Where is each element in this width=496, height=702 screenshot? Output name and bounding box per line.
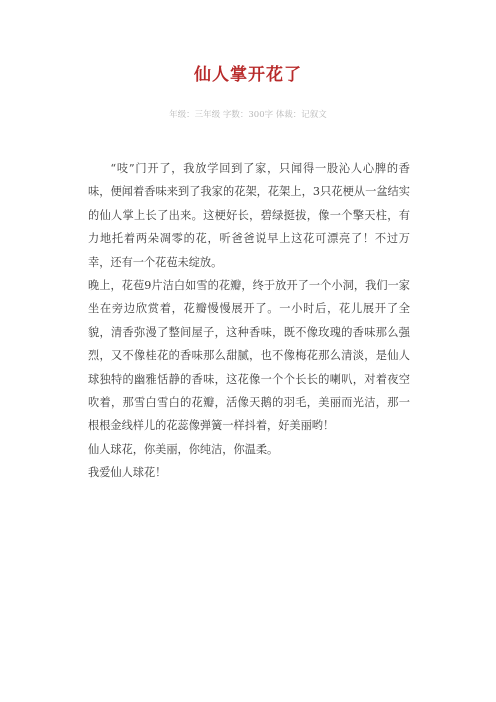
article-meta: 年级：三年级 字数：300字 体裁：记叙文 [169,110,327,120]
paragraph: 仙人球花，你美丽，你纯洁，你温柔。 [88,442,279,456]
article-body [88,157,410,485]
paragraph: “吱”门开了，我放学回到了家，只闻得一股沁人心脾的香味，便闻着香味来到了我家的花架，花架上，3只花梗从一盆结实的仙人掌上长了出来。这梗好长，碧绿挺拔，像一个擎天柱，有力地托着两朵凋零的花，听爸爸说早上这花可漂亮了！不过万幸，还有一个花苞未绽放。 [88,162,410,269]
page-title: 仙人掌开花了 [194,65,302,85]
paragraph: 晚上，花苞9片洁白如雪的花瓣，终于放开了一个小洞，我们一家坐在旁边欣赏着，花瓣慢慢展开了。一小时后，花儿展开了全貌，清香弥漫了整间屋子，这种香味，既不像玫瑰的香味那么强烈，又不像桂花的香味那么甜腻，也不像梅花那么清淡，是仙人球独特的幽雅恬静的香味，这花像一个个长长的喇叭，对着夜空吹着，那雪白雪白的花瓣，活像天鹅的羽毛，美丽而光洁，那一根根金线样儿的花蕊像弹簧一样抖着，好美丽哟！ [88,279,410,433]
paragraph: 我爱仙人球花！ [88,466,167,480]
